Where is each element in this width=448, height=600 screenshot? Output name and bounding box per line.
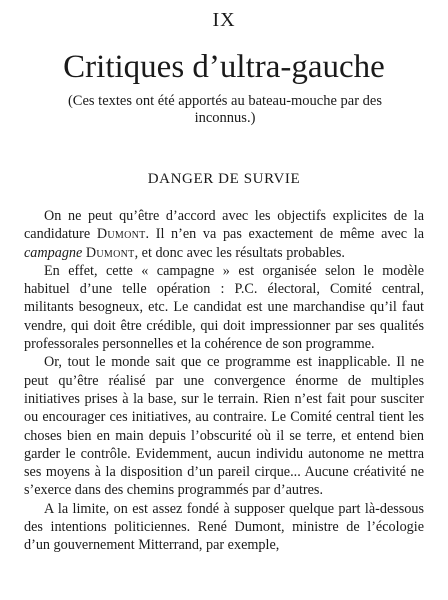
paragraph-1-part-1: On ne peut qu’être d’accord avec les objectifs explicites de la candidature xyxy=(24,208,424,243)
paragraph-2: En effet, cette « campagne » est organisée selon le modèle habituel d’une telle opération : P.C. électoral, Comité central, militants besogneux, etc. Le candidat est une marchandise qu’il faut vendre, qui doit être crédible, qui doit impressionner par ses qualités professorales personnelles et la cohérence de son programme. xyxy=(24,262,424,353)
paragraph-1-part-3: , et donc avec les résultats probables. xyxy=(134,244,345,261)
body-text xyxy=(24,207,424,555)
paragraph-3: Or, tout le monde sait que ce programme est inapplicable. Il ne peut qu’être réalisé par une convergence énorme de multiples initiatives prises à la base, sur le terrain. Rien n’est fait pour susciter ou encourager ces initiatives, au contraire. Le Comité central tient les choses bien en main depuis l’obscurité où il se terre, et entend bien garder le contrôle. Evidemment, aucun individu autonome ne mettra ses moyens à la disposition d’un pareil cirque... Aucune créativité ne s’exerce dans des chemins programmés par d’autres. xyxy=(24,354,424,499)
chapter-number: IX xyxy=(212,9,236,31)
chapter-subtitle: (Ces textes ont été apportés au bateau-mouche par des inconnus.) xyxy=(67,93,383,126)
paragraph-1 xyxy=(24,207,424,262)
paragraph-1-part-2: . Il n’en va pas exactement de même avec la xyxy=(145,226,424,243)
chapter-title: Critiques d’ultra-gauche xyxy=(63,49,385,85)
candidate-name: Dumont xyxy=(96,226,146,243)
section-title: DANGER DE SURVIE xyxy=(147,171,301,187)
paragraph-4: A la limite, on est assez fondé à supposer quelque part là-dessous des intentions politiciennes. René Dumont, ministre de l’écologie d’un gouvernement Mitterrand, par exemple, xyxy=(24,500,424,554)
emphasis-campagne: campagne xyxy=(24,244,83,261)
candidate-name-2: Dumont xyxy=(85,244,135,261)
